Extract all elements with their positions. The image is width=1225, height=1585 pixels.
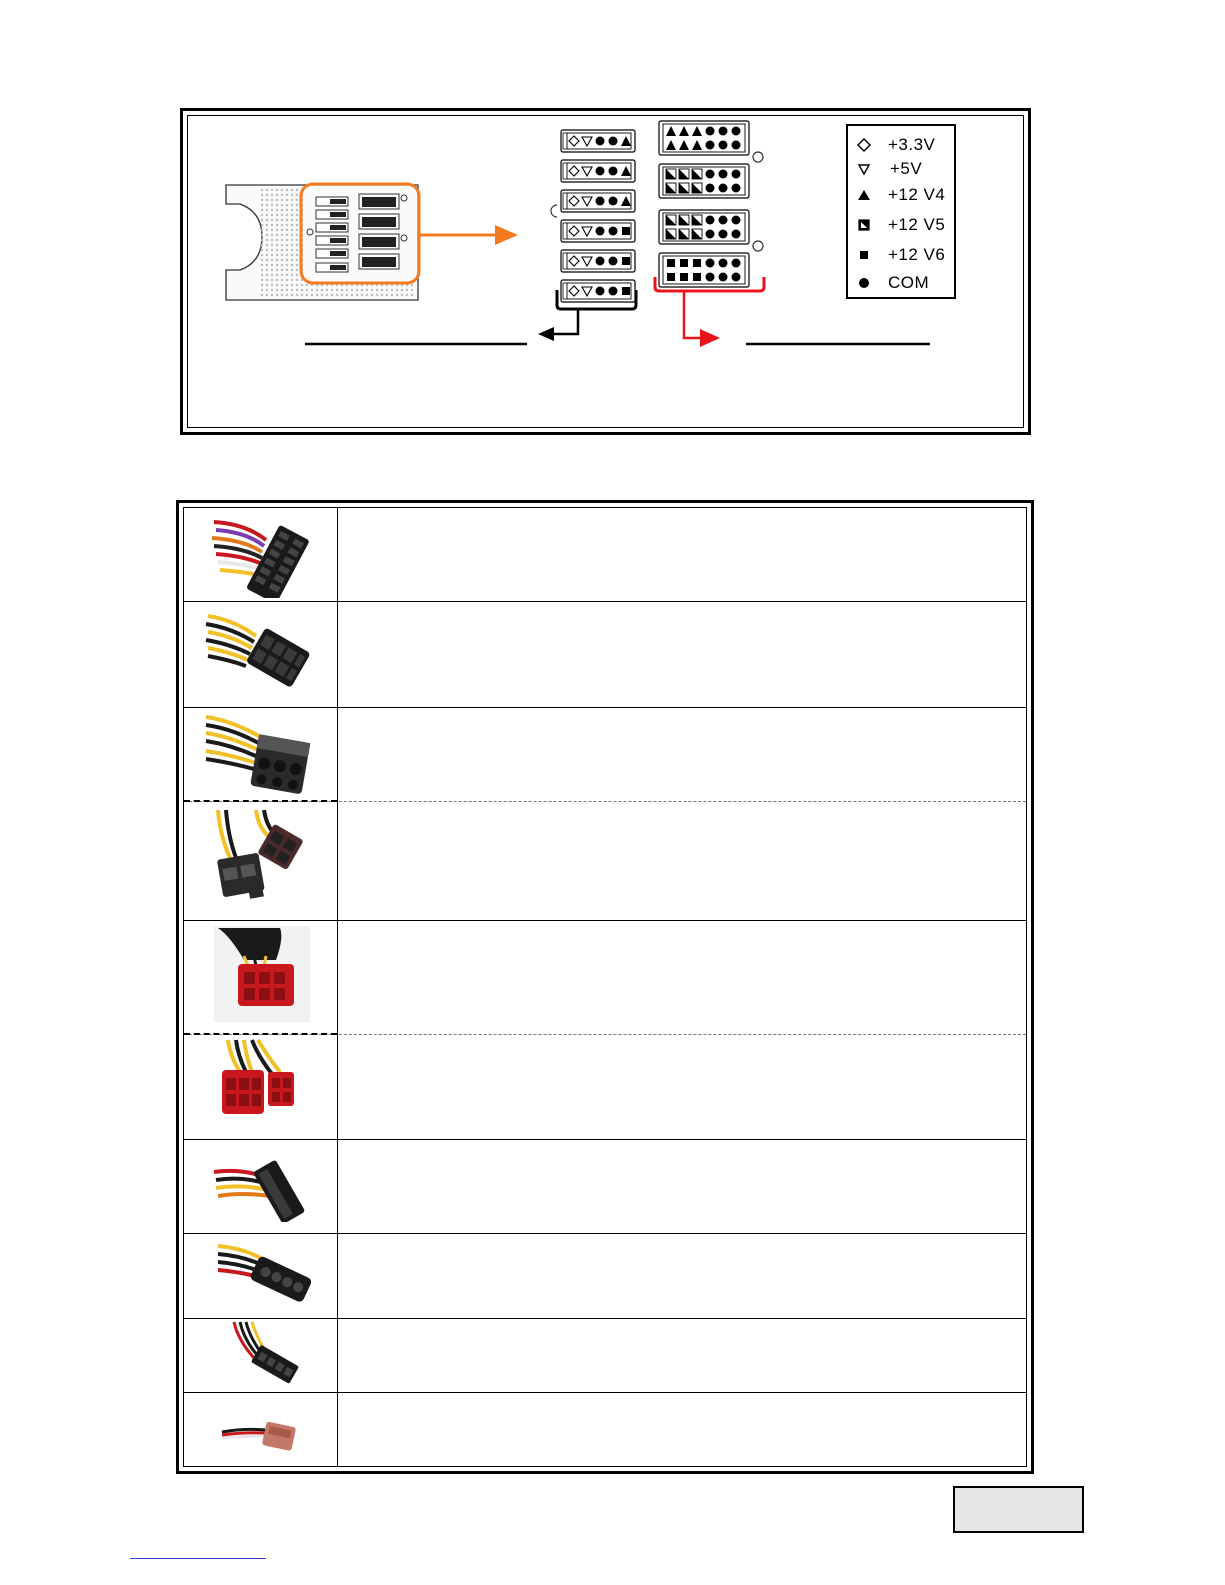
row-separator-dashed: [184, 801, 1026, 802]
row-separator: [184, 1139, 1026, 1140]
legend-item-3v3: [848, 134, 954, 158]
pcie-connector-column: [659, 121, 749, 287]
legend-label: +12 V6: [888, 245, 946, 264]
cable-table: [176, 500, 1034, 1474]
row-separator: [184, 1318, 1026, 1319]
half-square-icon: [856, 217, 872, 233]
legend-item-12v6: [848, 244, 954, 268]
atx-24pin-connector-icon: [206, 510, 316, 598]
row-separator: [184, 1233, 1026, 1234]
floppy-4pin-connector-icon: [220, 1320, 310, 1390]
legend-item-com: [848, 272, 954, 296]
eps-8pin-connector-icon: [204, 711, 319, 799]
legend-label: +12 V5: [888, 215, 946, 234]
black-arrow-head-icon: [538, 327, 554, 341]
pcie-8pin-connector-icon: [204, 606, 319, 704]
peripheral-connector-column: [561, 130, 635, 302]
orange-arrow-head-icon: [495, 225, 518, 245]
legend-label: +12 V4: [888, 185, 946, 204]
square-filled-icon: [856, 247, 872, 263]
cable-table-inner: [183, 507, 1027, 1467]
legend-item-5v: [848, 158, 954, 182]
row-separator: [184, 601, 1026, 602]
triangle-down-open-icon: [856, 161, 872, 177]
legend-label: +3.3V: [888, 135, 936, 154]
legend-item-12v5: [848, 214, 954, 238]
molex-4pin-connector-icon: [214, 1238, 314, 1314]
row-separator-dashed: [184, 1034, 1026, 1035]
legend-item-12v4: [848, 184, 954, 208]
diamond-open-icon: [856, 137, 872, 153]
fan-3pin-connector-icon: [220, 1410, 310, 1460]
legend-label: +5V: [890, 159, 923, 178]
column-divider: [337, 508, 338, 1466]
triangle-up-filled-icon: [856, 187, 872, 203]
pcie-6plus2pin-red-connector-icon: [210, 1038, 314, 1136]
page-number-box: [953, 1486, 1084, 1533]
psu-panel-illustration: [0, 0, 1225, 440]
row-separator: [184, 1392, 1026, 1393]
row-separator: [184, 920, 1026, 921]
row-separator: [184, 707, 1026, 708]
sata-connector-icon: [212, 1148, 312, 1222]
atx-4plus4pin-connector-icon: [206, 806, 316, 916]
legend-label: COM: [888, 273, 930, 292]
pcie-8pin-red-connector-icon: [214, 926, 310, 1022]
voltage-legend: [846, 124, 956, 299]
red-arrow-head-icon: [700, 329, 720, 347]
circle-filled-icon: [856, 275, 872, 291]
footer-link-underline: [130, 1558, 266, 1559]
